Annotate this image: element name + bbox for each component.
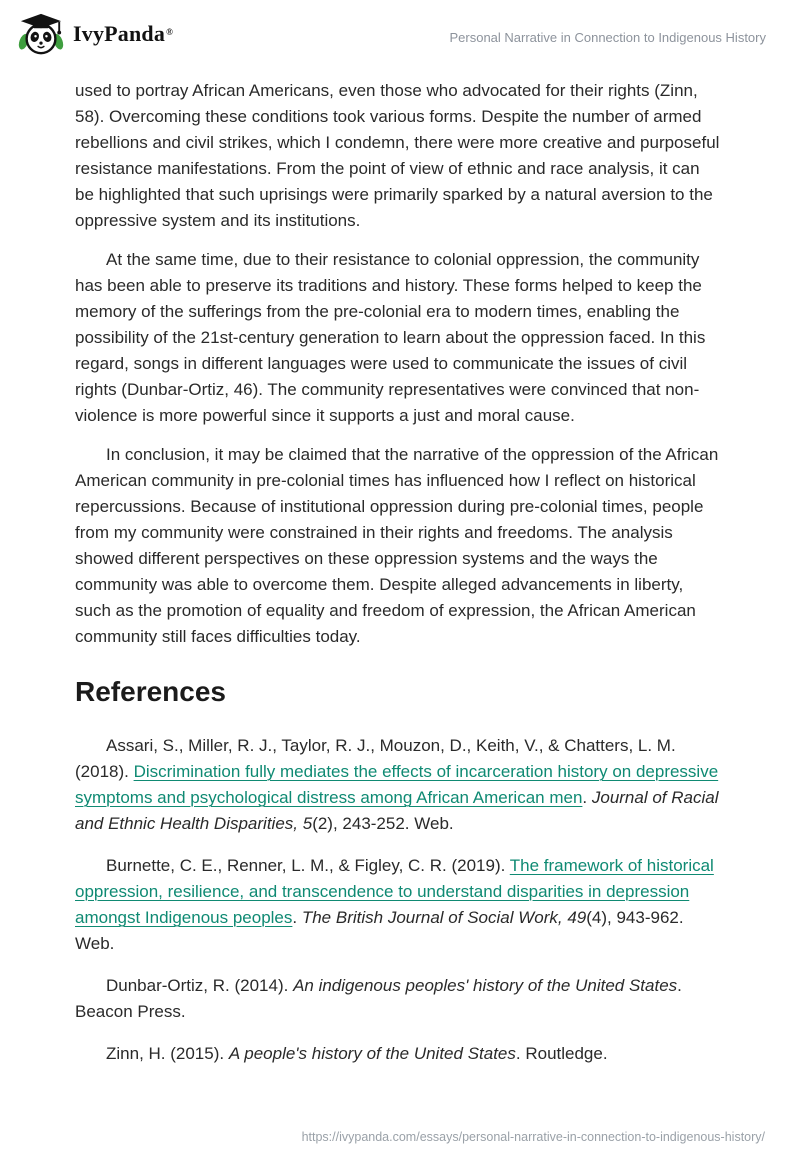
essay-paragraph: In conclusion, it may be claimed that the narrative of the oppression of the African American community in pre-colonial times has influenced how I reflect on historical repercussions. Because of institutional oppression during pre-colonial times, people from my community were constrained in their rights and freedoms. The analysis showed different perspectives on these oppression systems and the ways the community was able to overcome them. Despite alleged advancements in liberty, such as the promotion of equality and freedom of expression, the African American community still faces difficulties today. (75, 445, 719, 646)
reference-link[interactable]: The framework of historical oppression, resilience, and transcendence to understand disparities in depression amongst Indigenous peoples (75, 856, 714, 927)
reference-journal-title: A people's history of the United States (228, 1044, 516, 1063)
reference-text: Assari, S., Miller, R. J., Taylor, R. J., Mouzon, D., Keith, V., & Chatters, L. M. (2018). (75, 736, 676, 781)
reference-link[interactable]: Discrimination fully mediates the effects of incarceration history on depressive symptoms and psychological distress among African American men (75, 762, 719, 807)
reference-entry (75, 973, 722, 1025)
reference-journal-title: An indigenous peoples' history of the United States (293, 976, 678, 995)
essay-paragraph: At the same time, due to their resistance to colonial oppression, the community has been able to preserve its traditions and history. These forms helped to keep the memory of the sufferings from the pre-colonial era to modern times, enabling the possibility of the 21st-century generation to learn about the oppression faced. In this regard, songs in different languages were used to communicate the issues of civil rights (Dunbar-Ortiz, 46). The community representatives were convinced that non-violence is more powerful since it supports a just and moral cause. (75, 250, 706, 425)
reference-text: (2), 243-252. Web. (312, 814, 454, 833)
document-title: Personal Narrative in Connection to Indigenous History (449, 30, 766, 45)
reference-text: . Beacon Press. (75, 976, 682, 1021)
reference-journal-title: The British Journal of Social Work, 49 (301, 908, 587, 927)
page-footer (302, 1128, 765, 1146)
reference-entry (75, 1041, 722, 1067)
brand[interactable] (18, 9, 173, 59)
reference-text: . Routledge. (515, 1044, 608, 1063)
reference-text: Dunbar-Ortiz, R. (2014). (106, 976, 294, 995)
reference-entry (75, 733, 722, 837)
registered-mark: ® (166, 26, 173, 37)
reference-journal-title: Journal of Racial and Ethnic Health Disparities, 5 (75, 788, 719, 833)
essay-paragraph: used to portray African Americans, even those who advocated for their rights (Zinn, 58). Overcoming these conditions took various forms. Despite the number of armed rebellions and civil strikes, which I condemn, there were more creative and purposeful resistance manifestations. From the point of view of ethnic and race analysis, it can be highlighted that such uprisings were primarily sparked by a natural aversion to the oppressive system and its institutions. (75, 81, 720, 230)
ivypanda-logo-icon (18, 9, 64, 59)
source-url: https://ivypanda.com/essays/personal-narrative-in-connection-to-indigenous-history/ (301, 1130, 765, 1144)
reference-text: . (292, 908, 302, 927)
reference-text: Zinn, H. (2015). (106, 1044, 229, 1063)
page-header (0, 0, 800, 58)
references-heading: References (75, 676, 226, 707)
reference-entry (75, 853, 722, 957)
essay-content (0, 58, 800, 1067)
brand-name-text: IvyPanda (73, 21, 166, 46)
brand-name (73, 21, 173, 47)
reference-text: (4), 943-962. Web. (75, 908, 684, 953)
reference-text: . (582, 788, 592, 807)
reference-text: Burnette, C. E., Renner, L. M., & Figley, C. R. (2019). (106, 856, 510, 875)
